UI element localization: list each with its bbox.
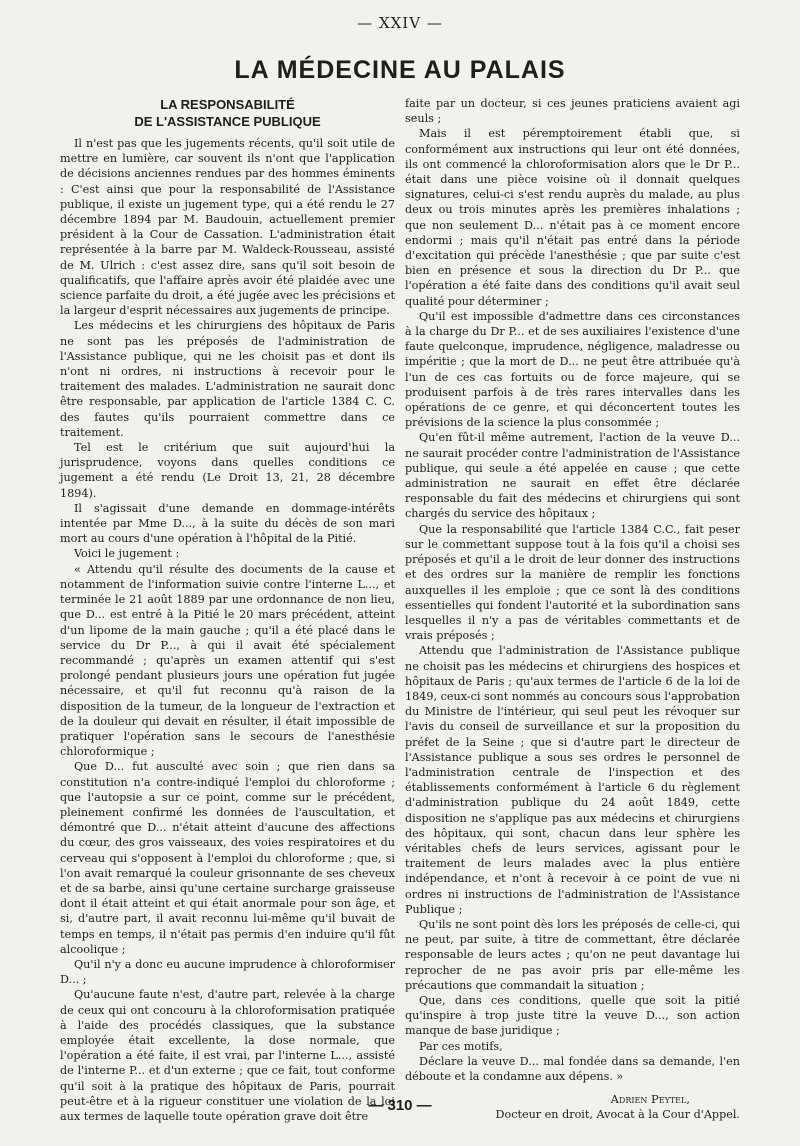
paragraph: Qu'en fût-il même autrement, l'action de la veuve D... ne saurait procéder contre l'administration de l'Assistance publique, qui seule a été appelée en cause ; que cette administration ne saurait en effet être déclarée responsable du fait des médecins et chirurgiens qui sont chargés du service des hôpitaux ; [405,431,740,521]
paragraph: Que D... fut ausculté avec soin ; que rien dans sa constitution n'a contre-indiqué l'emploi du chloroforme ; que l'autopsie a sur ce point, comme sur le précédent, pleinement confirmé les données de l'auscultation, et démontré que D... n'était atteint d'aucune des affections du cœur, des gros vaisseaux, des voies respiratoires et du cerveau qui s'opposent à l'emploi du chloroforme ; que, si l'on avait remarqué la couleur grisonnante de ses cheveux et de sa barbe, ainsi qu'une certaine surcharge graisseuse dont il était atteint et qui était anormale pour son âge, et si, d'autre part, il avait reconnu lui-même qu'il buvait de temps en temps, il n'était pas permis d'en induire qu'il fût alcoolique ; [60,760,395,956]
roman-page-number: — XXIV — [357,14,443,32]
paragraph: Il s'agissait d'une demande en dommage-intérêts intentée par Mme D..., à la suite du décès de son mari mort au cours d'une opération à l'hôpital de la Pitié. [60,501,395,546]
paragraph: Que, dans ces conditions, quelle que soit la pitié qu'inspire à trop juste titre la veuve D..., son action manque de base juridique ; [405,993,740,1038]
section-title [60,96,395,130]
author-name: Adrien Peytel, [610,1092,690,1107]
paragraph: faite par un docteur, si ces jeunes praticiens avaient agi seuls ; [405,97,740,126]
paragraph: Déclare la veuve D... mal fondée dans sa demande, l'en déboute et la condamne aux dépens. » [405,1054,740,1083]
paragraph: Que la responsabilité que l'article 1384 C.C., fait peser sur le commettant suppose tout à la fois qu'il a choisi ses préposés et qu'il a le droit de leur donner des instructions et des ordres sur la manière de remplir les fonctions auxquelles il les emploie ; que ce sont là des conditions essentielles qui fondent l'autorité et la subordination sans lesquelles il n'y a pas de véritables commettants et de vrais préposés ; [405,522,740,643]
paragraph: Voici le jugement : [74,547,180,561]
author-title: Docteur en droit, Avocat à la Cour d'Appel. [495,1108,740,1122]
paragraph: Par ces motifs, [419,1039,503,1053]
paragraph: Les médecins et les chirurgiens des hôpitaux de Paris ne sont pas les préposés de l'administration de l'Assistance publique, qui ne les choisit pas et dont ils n'ont ni ordres, ni instructions à recevoir pour le traitement des malades. L'administration ne saurait donc être responsable, par application de l'article 1384 C. C. des fautes qu'ils pourraient commettre dans ce traitement. [60,319,395,439]
page-title: LA MÉDECINE AU PALAIS [234,56,566,84]
paragraph: Attendu que l'administration de l'Assistance publique ne choisit pas les médecins et chirurgiens des hospices et hôpitaux de Paris ; qu'aux termes de l'article 6 de la loi de 1849, ceux-ci sont nommés au concours sous l'approbation du Ministre de l'intérieur, qui seul peut les révoquer sur l'avis du conseil de surveillance et sur la proposition du préfet de la Seine ; que si d'autre part le directeur de l'Assistance publique a sous ses ordres le personnel de l'administration centrale de l'inspection et des établissements conformément à l'article 6 du règlement d'administration publique du 24 août 1849, cette disposition ne s'applique pas aux médecins et chirurgiens des hôpitaux, qui sont, chacun dans leur sphère les véritables chefs de leurs services, agissant pour le traitement de leurs malades avec la plus entière indépendance, et n'ont à recevoir à ce point de vue ni ordres ni instructions de l'administration de l'Assistance Publique ; [405,644,740,916]
paragraph: Qu'il est impossible d'admettre dans ces circonstances à la charge du Dr P... et de ses auxiliaires l'existence d'une faute quelconque, imprudence, négligence, maladresse ou impéritie ; que la mort de D... ne peut être attribuée qu'à l'un de ces cas fortuits ou de force majeure, qui se produisent parfois à de très rares intervalles dans les opérations de ce genre, et qui déconcertent toutes les prévisions de la science la plus consommée ; [405,309,740,430]
left-column [60,96,395,1124]
paragraph: « Attendu qu'il résulte des documents de la cause et notamment de l'information suivie contre l'interne L..., et terminée le 21 août 1889 par une ordonnance de non lieu, que D... est entré à la Pitié le 20 mars précédent, atteint d'un lipome de la main gauche ; qu'il a été placé dans le service du Dr P..., à qui il avait été spécialement recommandé ; qu'après un examen attentif qui s'est prolongé pendant plusieurs jours une opération fut jugée nécessaire, et qu'il fut reconnu qu'à raison de la disposition de la tumeur, de la longueur de l'extraction et de la douleur qui devait en résulter, il était impossible de pratiquer l'opération sans le secours de l'anesthésie chloroformique ; [60,562,395,759]
page-number: — 310 — [368,1097,432,1114]
paragraph: Qu'aucune faute n'est, d'autre part, relevée à la charge de ceux qui ont concouru à la chloroformisation pratiquée à l'aide des procédés classiques, que la substance employée était excellente, la dose normale, que l'opération a été faite, il est vrai, par l'interne L..., assisté de l'interne P... et d'un externe ; que ce fait, tout conforme qu'il soit à la pratique des hôpitaux de Paris, pourrait peut-être et à la rigueur constituer une violation de la loi aux termes de laquelle toute opération grave doit être [60,988,395,1123]
right-column [405,96,740,1123]
section-title-line-1: LA RESPONSABILITÉ [160,97,295,112]
paragraph: Tel est le critérium que suit aujourd'hui la jurisprudence, voyons dans quelles conditions ce jugement a été rendu (Le Droit 13, 21, 28 décembre 1894). [60,441,395,500]
paragraph: Mais il est péremptoirement établi que, si conformément aux instructions qui leur ont été données, ils ont commencé la chloroformisation alors que le Dr P... était dans une pièce voisine où il donnait quelques signatures, celui-ci s'est rendu auprès du malade, au plus deux ou trois minutes après les premières inhalations ; que non seulement D... n'était pas à ce moment encore endormi ; mais qu'il n'était pas entré dans la période d'excitation qui précède l'anesthésie ; que par suite c'est bien en présence et sous la direction du Dr P... que l'opération a été faite dans des conditions qu'il avait seul qualité pour déterminer ; [405,127,740,308]
section-title-line-2: DE L'ASSISTANCE PUBLIQUE [134,114,321,129]
paragraph: Il n'est pas que les jugements récents, qu'il soit utile de mettre en lumière, car souvent ils n'ont que l'application de décisions anciennes rendues par des hommes éminents : C'est ainsi que pour la responsabilité de l'Assistance publique, il existe un jugement type, qui a été rendu le 27 décembre 1894 par M. Baudouin, actuellement premier président à la Cour de Cassation. L'administration était représentée à la barre par M. Waldeck-Rousseau, assisté de M. Ulrich : c'est assez dire, sans qu'il soit besoin de qualificatifs, que l'affaire après avoir été plaidée avec une science parfaite du droit, a été jugée avec les précisions et la largeur d'esprit nécessaires aux jugements de principe. [60,137,395,318]
paragraph: Qu'il n'y a donc eu aucune imprudence à chloroformiser D... ; [60,957,395,987]
paragraph: Qu'ils ne sont point dès lors les préposés de celle-ci, qui ne peut, par suite, à titre de commettant, être déclarée responsable de leurs actes ; qu'on ne peut davantage lui reprocher de ne pas avoir pris par elle-même les précautions que commandait la situation ; [405,917,740,992]
